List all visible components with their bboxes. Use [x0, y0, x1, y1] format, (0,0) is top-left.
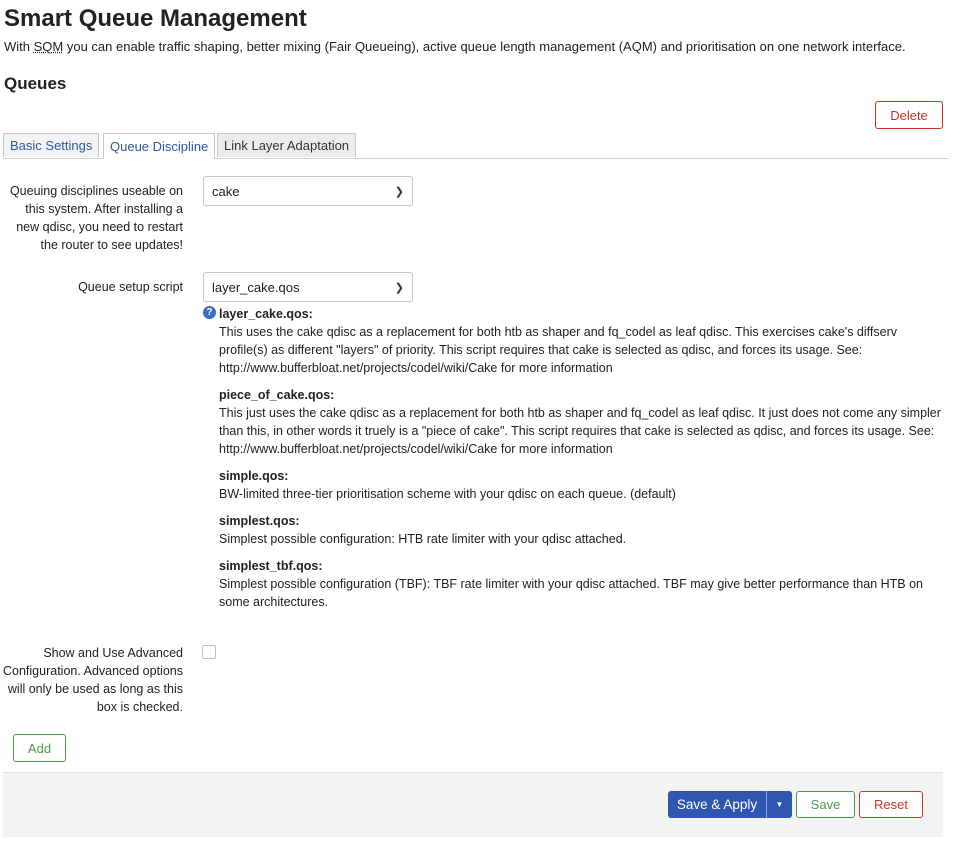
help-item	[219, 305, 941, 377]
help-item	[219, 386, 941, 458]
chevron-down-icon: ❯	[394, 281, 404, 294]
save-button[interactable]: Save	[796, 791, 855, 818]
help-item-name: simple.qos:	[219, 469, 289, 483]
script-help	[219, 305, 941, 620]
help-item	[219, 557, 941, 611]
save-apply-button[interactable]: Save & Apply	[676, 797, 758, 812]
tab-basic-settings[interactable]: Basic Settings	[3, 133, 99, 157]
tab-link-layer-adaptation[interactable]: Link Layer Adaptation	[217, 133, 356, 157]
add-button[interactable]: Add	[13, 734, 66, 762]
script-select-value: layer_cake.qos	[212, 279, 300, 295]
help-item-text: BW-limited three-tier prioritisation scheme with your qdisc on each queue. (default)	[219, 487, 676, 501]
chevron-down-icon: ❯	[394, 185, 404, 198]
help-item-text: Simplest possible configuration (TBF): TBF rate limiter with your qdisc attached. TBF may give better performance than HTB on some architectures.	[219, 577, 923, 609]
section-title: Queues	[4, 74, 67, 93]
help-item-name: simplest.qos:	[219, 514, 300, 528]
description-text-start: With	[4, 39, 34, 54]
help-item-name: simplest_tbf.qos:	[219, 559, 323, 573]
advanced-checkbox[interactable]	[202, 645, 216, 659]
script-select[interactable]	[203, 272, 413, 302]
script-label: Queue setup script	[78, 280, 183, 294]
save-apply-split-button	[668, 791, 792, 818]
help-item	[219, 467, 941, 503]
qdisc-select[interactable]	[203, 176, 413, 206]
delete-button[interactable]: Delete	[875, 101, 943, 129]
qdisc-select-value: cake	[212, 183, 240, 199]
tab-bar	[3, 133, 948, 159]
help-item	[219, 512, 941, 548]
help-item-name: piece_of_cake.qos:	[219, 388, 335, 402]
page-title: Smart Queue Management	[4, 5, 307, 32]
tab-queue-discipline[interactable]: Queue Discipline	[103, 133, 215, 159]
help-item-text: This just uses the cake qdisc as a replacement for both htb as shaper and fq_codel as leaf qdisc. It just does not come any simpler than this, in other words it truely is a "piece of cake". This script requires that cake is selected as qdisc, and forces its usage. See: http://www.bufferbloat.net/projects/codel/wiki/Cake for more information	[219, 406, 941, 456]
qdisc-label: Queuing disciplines useable on this system. After installing a new qdisc, you need to restart the router to see updates!	[9, 184, 183, 252]
page-description	[4, 39, 906, 54]
help-icon: ?	[203, 306, 216, 319]
reset-button[interactable]: Reset	[859, 791, 923, 818]
description-text-end: you can enable traffic shaping, better mixing (Fair Queueing), active queue length management (AQM) and prioritisation on one network interface.	[63, 39, 906, 54]
advanced-label: Show and Use Advanced Configuration. Advanced options will only be used as long as this box is checked.	[3, 646, 183, 714]
sqm-abbreviation: SQM	[33, 39, 64, 54]
help-item-name: layer_cake.qos:	[219, 307, 313, 321]
caret-down-icon[interactable]: ▼	[775, 800, 784, 809]
help-item-text: This uses the cake qdisc as a replacement for both htb as shaper and fq_codel as leaf qdisc. This exercises cake's diffserv profile(s) as different "layers" of priority. This script requires that cake is selected as qdisc, and forces its usage. See: http://www.bufferbloat.net/projects/codel/wiki/Cake for more information	[219, 325, 897, 375]
help-item-text: Simplest possible configuration: HTB rate limiter with your qdisc attached.	[219, 532, 627, 546]
